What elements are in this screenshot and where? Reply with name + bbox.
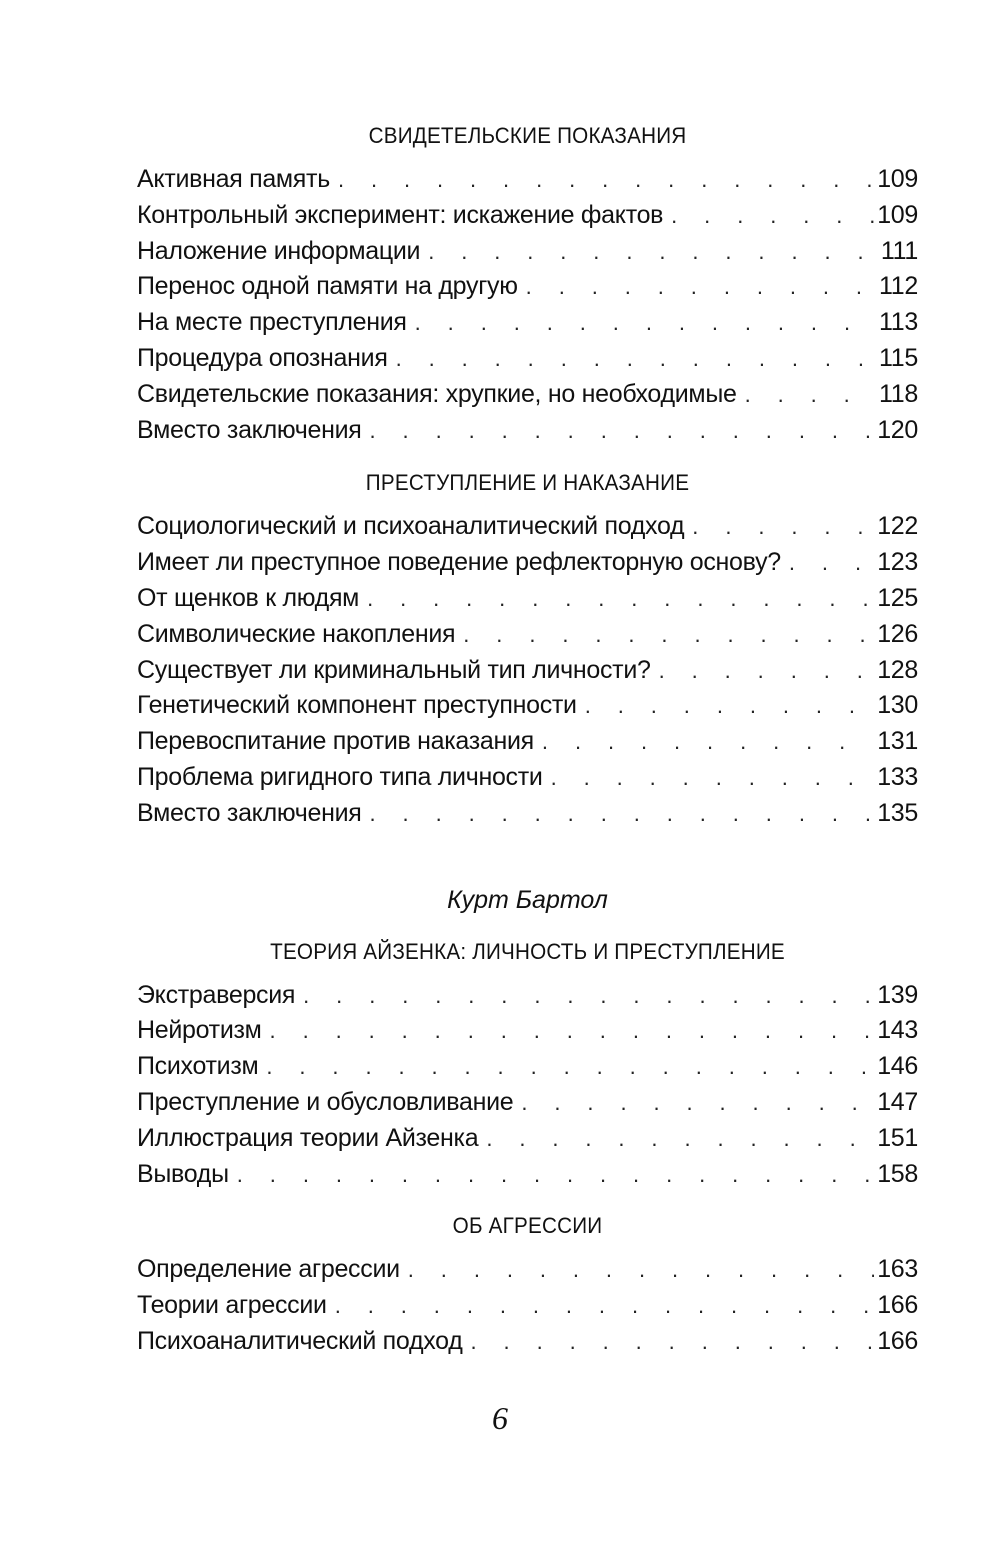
dot-leader	[526, 269, 876, 305]
entry-title: Иллюстрация теории Айзенка	[137, 1123, 479, 1152]
toc-entry	[137, 653, 918, 689]
entry-title: Определение агрессии	[137, 1255, 400, 1284]
entry-page-number: 143	[877, 1016, 918, 1045]
toc-entry	[137, 234, 918, 270]
dot-leader	[408, 1252, 874, 1288]
entry-title: Вместо заключения	[137, 415, 362, 444]
entry-page-number: 109	[877, 200, 918, 229]
toc-entry	[137, 413, 918, 449]
entry-title: Генетический компонент преступности	[137, 691, 577, 720]
dot-leader	[428, 234, 878, 270]
entry-title: Символические накопления	[137, 619, 456, 648]
dot-leader	[789, 545, 874, 581]
entry-page-number: 166	[877, 1326, 918, 1355]
entry-title: Проблема ригидного типа личности	[137, 762, 543, 791]
entry-title: Вместо заключения	[137, 798, 362, 827]
section-title: ОБ АГРЕССИИ	[452, 1213, 603, 1239]
dot-leader	[551, 760, 875, 796]
entry-title: Нейротизм	[137, 1016, 262, 1045]
entry-page-number: 135	[877, 798, 918, 827]
entry-title: Экстраверсия	[137, 980, 296, 1009]
dot-leader	[463, 617, 874, 653]
toc-entry	[137, 198, 918, 234]
entry-title: Теории агрессии	[137, 1291, 327, 1320]
entry-title: Перенос одной памяти на другую	[137, 272, 518, 301]
dot-leader	[542, 724, 874, 760]
entry-page-number: 128	[877, 655, 918, 684]
toc-entry	[137, 1049, 918, 1085]
dot-leader	[270, 1013, 875, 1049]
entry-page-number: 123	[877, 548, 918, 577]
entry-title: Психоаналитический подход	[137, 1326, 463, 1355]
entry-page-number: 115	[879, 343, 918, 372]
entry-page-number: 125	[877, 583, 918, 612]
entry-page-number: 109	[877, 165, 918, 193]
entry-title: Выводы	[137, 1159, 229, 1188]
section-title: ТЕОРИЯ АЙЗЕНКА: ЛИЧНОСТЬ И ПРЕСТУПЛЕНИЕ	[270, 938, 785, 964]
dot-leader	[335, 1288, 874, 1324]
toc-entry	[137, 724, 918, 760]
entry-title: Свидетельские показания: хрупкие, но необходимые	[137, 379, 737, 408]
dot-leader	[521, 1085, 874, 1121]
entry-page-number: 166	[877, 1291, 918, 1320]
dot-leader	[367, 581, 874, 617]
dot-leader	[471, 1324, 875, 1360]
section-title: ПРЕСТУПЛЕНИЕ И НАКАЗАНИЕ	[365, 470, 690, 496]
entry-page-number: 133	[877, 762, 918, 791]
toc-entry	[137, 1013, 918, 1049]
entry-title: Контрольный эксперимент: искажение фактов	[137, 200, 664, 229]
toc-entry	[137, 1085, 918, 1121]
entry-page-number: 131	[877, 727, 918, 756]
toc-entry	[137, 1121, 918, 1157]
toc-entry	[137, 545, 918, 581]
toc-entry	[137, 796, 918, 832]
table-of-contents	[137, 118, 918, 1360]
entry-page-number: 163	[877, 1255, 918, 1284]
entry-title: Перевоспитание против наказания	[137, 727, 534, 756]
entry-title: От щенков к людям	[137, 583, 360, 612]
toc-entry	[137, 617, 918, 653]
entry-title: Преступление и обусловливание	[137, 1087, 514, 1116]
entry-page-number: 122	[877, 512, 918, 541]
toc-entry	[137, 509, 918, 545]
entry-page-number: 118	[879, 379, 918, 408]
entry-page-number: 130	[877, 691, 918, 720]
dot-leader	[659, 653, 875, 689]
toc-entry	[137, 1288, 918, 1324]
toc-entry	[137, 688, 918, 724]
toc-entry	[137, 1157, 918, 1193]
entry-title: Процедура опознания	[137, 343, 388, 372]
section-spacer	[137, 832, 918, 882]
toc-entry	[137, 978, 918, 1014]
dot-leader	[692, 509, 874, 545]
dot-leader	[370, 413, 875, 449]
dot-leader	[396, 341, 876, 377]
dot-leader	[266, 1049, 874, 1085]
entry-page-number: 147	[877, 1087, 918, 1116]
entry-page-number: 151	[877, 1123, 918, 1152]
dot-leader	[585, 688, 874, 724]
entry-title: Имеет ли преступное поведение рефлекторную основу?	[137, 548, 781, 577]
dot-leader	[745, 377, 876, 413]
entry-page-number: 146	[877, 1052, 918, 1081]
section-spacer	[137, 448, 918, 465]
entry-page-number: 139	[877, 980, 918, 1009]
entry-title: Социологический и психоаналитический подход	[137, 512, 685, 541]
dot-leader	[303, 978, 874, 1014]
dot-leader	[237, 1157, 874, 1193]
dot-leader	[486, 1121, 874, 1157]
dot-leader	[415, 305, 876, 341]
toc-entry	[137, 269, 918, 305]
toc-entry	[137, 377, 918, 413]
entry-page-number: 112	[879, 272, 918, 301]
dot-leader	[338, 162, 874, 198]
dot-leader	[671, 198, 874, 234]
entry-page-number: 111	[880, 236, 918, 265]
toc-entry	[137, 1252, 918, 1288]
toc-entry	[137, 162, 918, 198]
page-number: 6	[492, 1400, 508, 1436]
entry-title: Психотизм	[137, 1052, 259, 1081]
section-title: СВИДЕТЕЛЬСКИЕ ПОКАЗАНИЯ	[368, 123, 687, 148]
section-spacer	[137, 1192, 918, 1208]
dot-leader	[370, 796, 875, 832]
toc-entry	[137, 1324, 918, 1360]
author-name: Курт Бартол	[447, 885, 608, 914]
toc-entry	[137, 305, 918, 341]
entry-page-number: 120	[877, 415, 918, 444]
toc-entry	[137, 341, 918, 377]
toc-entry	[137, 760, 918, 796]
entry-page-number: 113	[879, 308, 918, 337]
entry-title: Существует ли криминальный тип личности?	[137, 655, 651, 684]
entry-title: На месте преступления	[137, 308, 407, 337]
entry-page-number: 158	[877, 1159, 918, 1188]
toc-entry	[137, 581, 918, 617]
entry-title: Наложение информации	[137, 236, 421, 265]
entry-title: Активная память	[137, 165, 330, 193]
entry-page-number: 126	[877, 619, 918, 648]
